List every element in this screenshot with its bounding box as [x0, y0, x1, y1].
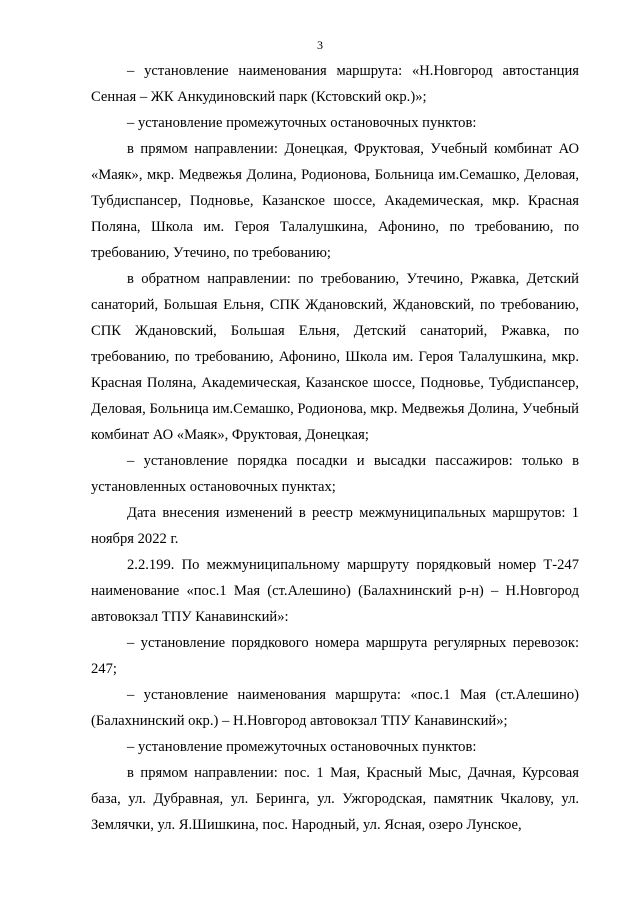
- document-body: [91, 58, 579, 838]
- paragraph-reverse-direction: в обратном направлении: по требованию, Утечино, Ржавка, Детский санаторий, Большая Ельня, СПК Ждановский, Ждановский, по требованию, СПК Ждановский, Большая Ельня, Детский санаторий, Ржавка, по требованию, по требованию, Афонино, Школа им. Героя Талалушкина, мкр. Красная Поляна, Академическая, Казанское шоссе, Подновье, Тубдиспансер, Деловая, Больница им.Семашко, Родионова, мкр. Медвежья Долина, Учебный комбинат АО «Маяк», Фруктовая, Донецкая;: [91, 271, 579, 443]
- paragraph-boarding-order: – установление порядка посадки и высадки пассажиров: только в установленных остановочных пунктах;: [91, 453, 579, 495]
- paragraph-route-name: – установление наименования маршрута: «Н.Новгород автостанция Сенная – ЖК Анкудиновский парк (Кстовский окр.)»;: [91, 63, 579, 105]
- paragraph-forward-direction: в прямом направлении: Донецкая, Фруктовая, Учебный комбинат АО «Маяк», мкр. Медвежья Долина, Родионова, Больница им.Семашко, Деловая, Тубдиспансер, Подновье, Казанское шоссе, Академическая, мкр. Красная Поляна, Школа им. Героя Талалушкина, Афонино, по требованию, по требованию, Утечино, по требованию;: [91, 141, 579, 261]
- paragraph-route-name-2: – установление наименования маршрута: «пос.1 Мая (ст.Алешино) (Балахнинский окр.) – Н.Новгород автовокзал ТПУ Канавинский»;: [91, 687, 579, 729]
- paragraph-section-2-2-199: 2.2.199. По межмуниципальному маршруту порядковый номер Т-247 наименование «пос.1 Мая (ст.Алешино) (Балахнинский р-н) – Н.Новгород автовокзал ТПУ Канавинский»:: [91, 557, 579, 625]
- page-number: 3: [317, 38, 323, 52]
- paragraph-intermediate-stops: – установление промежуточных остановочных пунктов:: [127, 115, 477, 131]
- paragraph-forward-direction-2: в прямом направлении: пос. 1 Мая, Красный Мыс, Дачная, Курсовая база, ул. Дубравная, ул. Беринга, ул. Ужгородская, памятник Чкалову, ул. Землячки, ул. Я.Шишкина, пос. Народный, ул. Ясная, озеро Лунское,: [91, 765, 579, 833]
- paragraph-intermediate-stops-2: – установление промежуточных остановочных пунктов:: [127, 739, 477, 755]
- paragraph-route-number: – установление порядкового номера маршрута регулярных перевозок: 247;: [91, 635, 579, 677]
- paragraph-registry-date: Дата внесения изменений в реестр межмуниципальных маршрутов: 1 ноября 2022 г.: [91, 505, 579, 547]
